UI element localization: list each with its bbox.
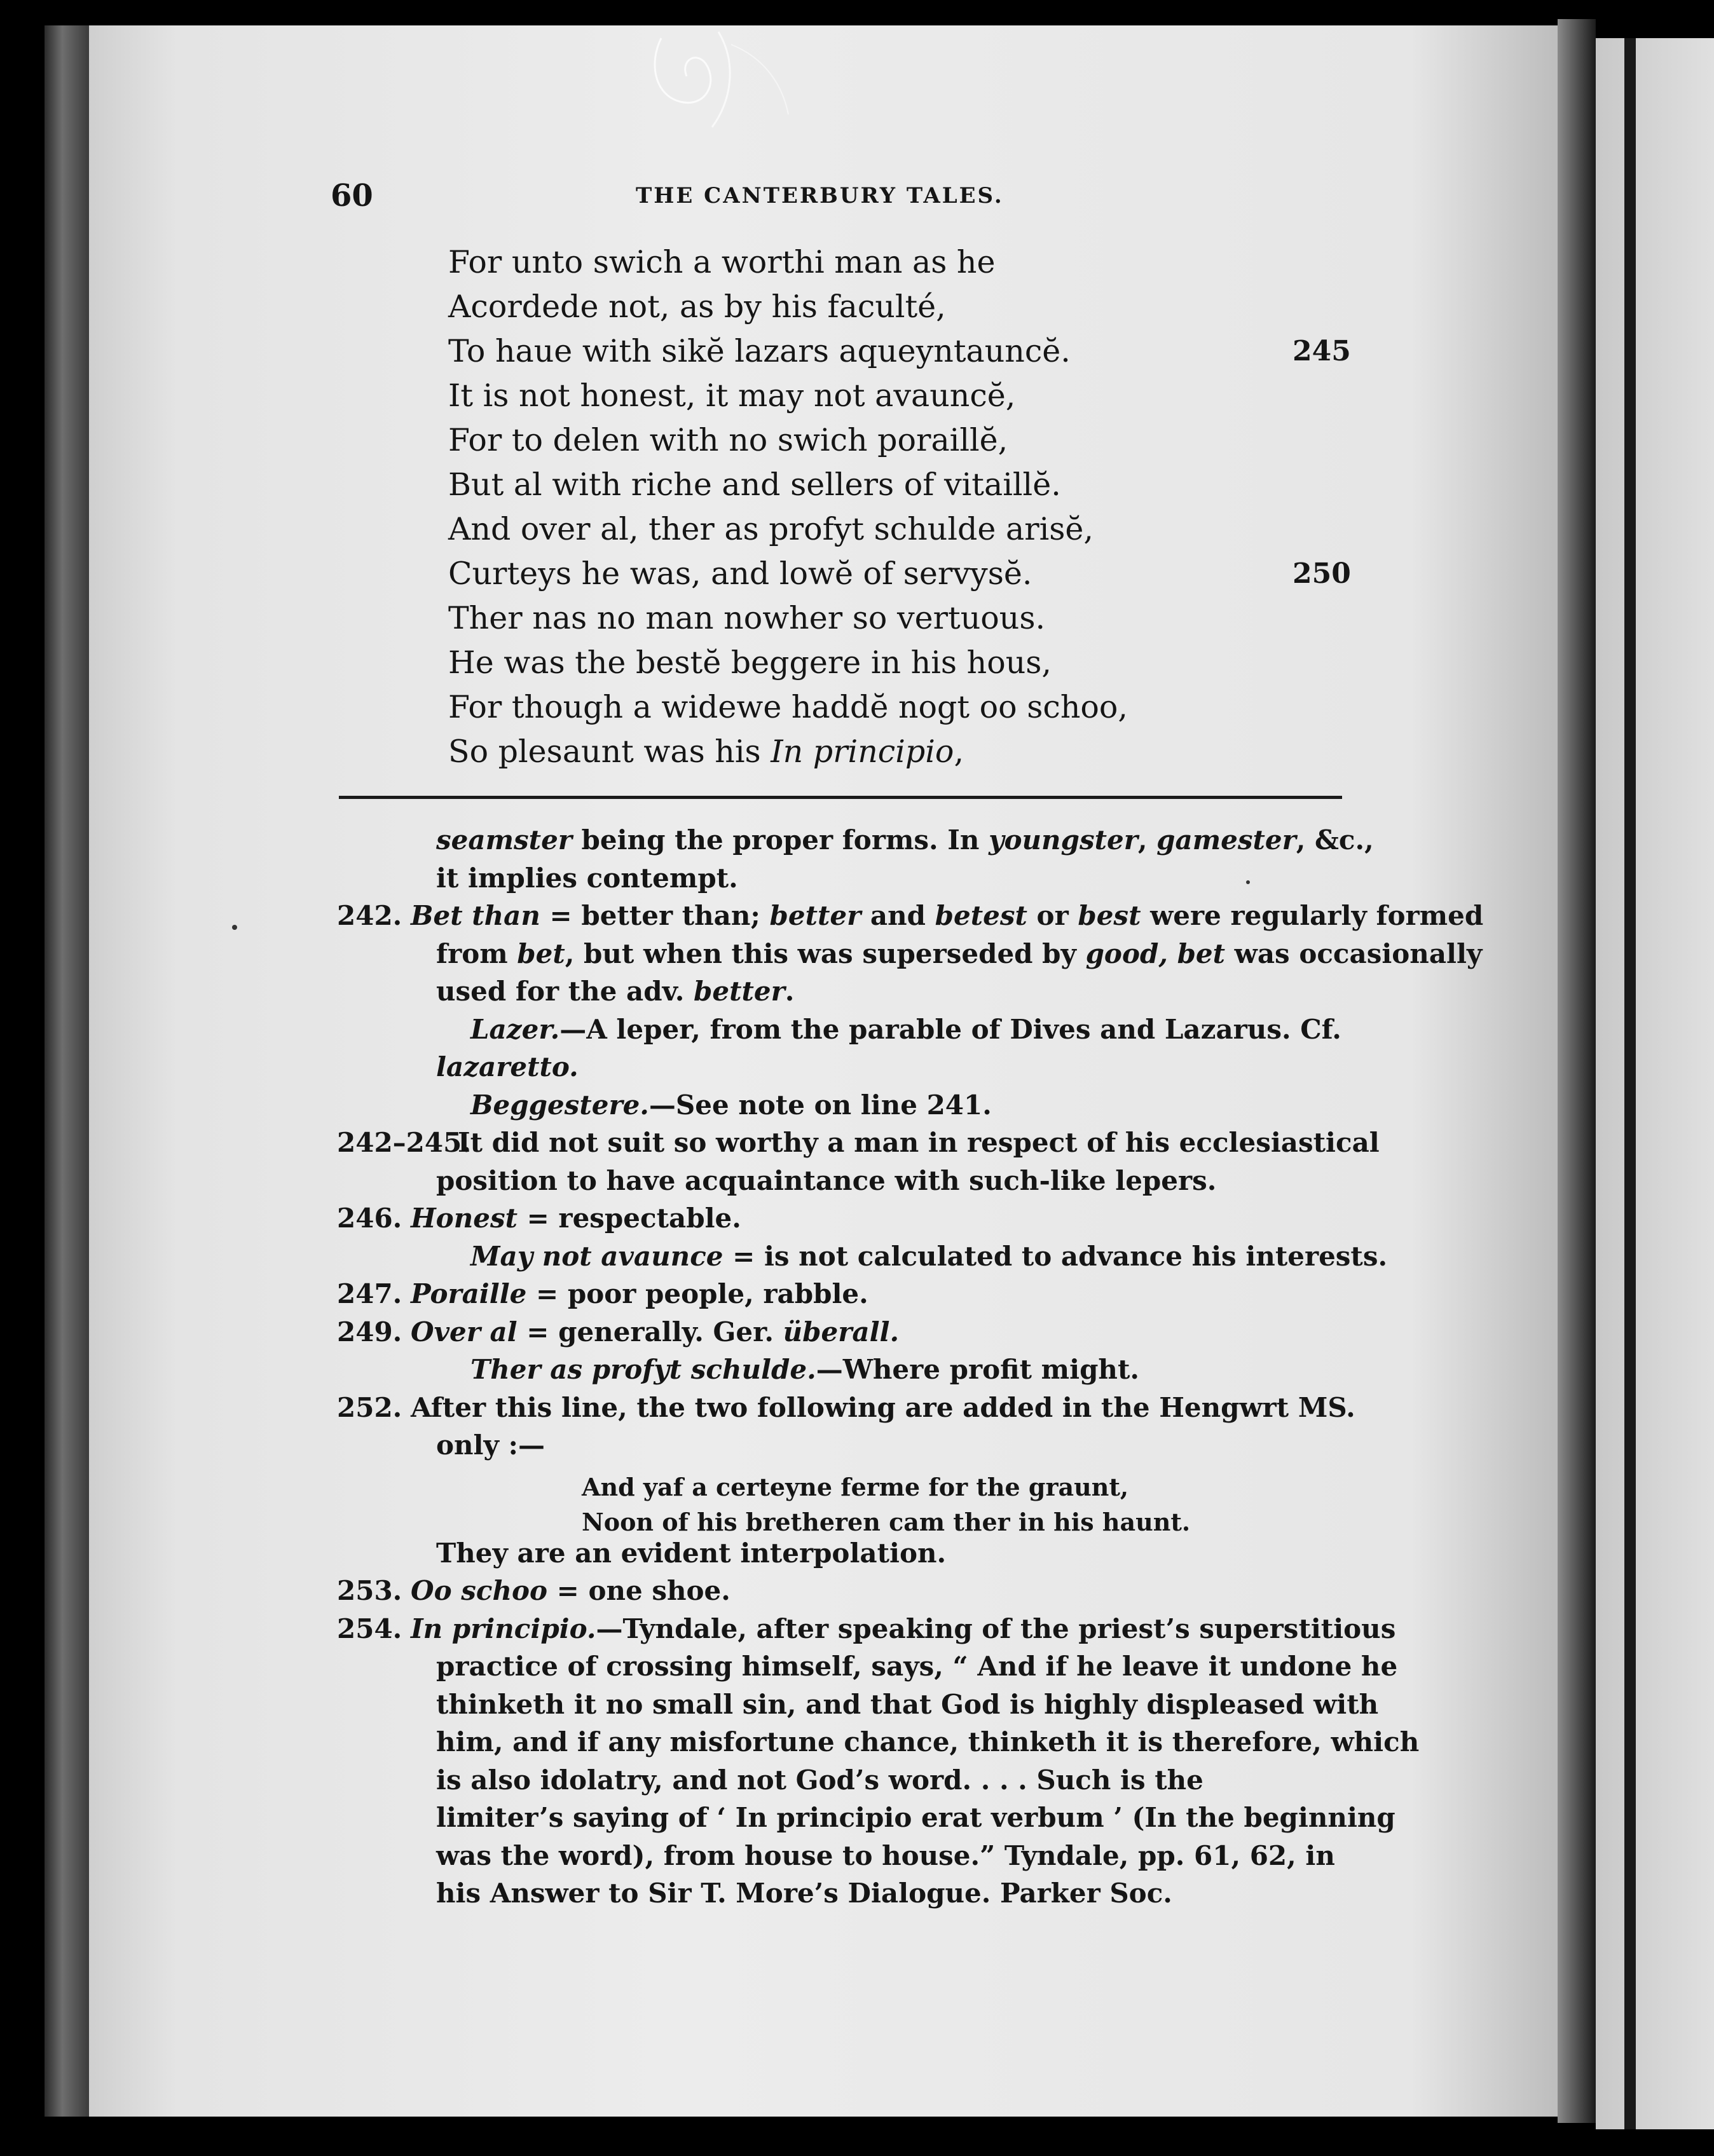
footnote-rule (339, 796, 1342, 799)
note-ref: 249. (337, 1316, 402, 1348)
verse-line: And over al, ther as profyt schulde arisĕ, (448, 511, 1094, 547)
note-line: Lazer.—A leper, from the parable of Dives and Lazarus. Cf. (470, 1013, 1341, 1045)
binding-edge (45, 25, 89, 2117)
line-number: 245 (1292, 335, 1351, 367)
note-ref: 254. (337, 1613, 402, 1644)
note-ref: 247. (337, 1278, 402, 1309)
note-line: is also idolatry, and not God’s word. . . . Such is the (436, 1764, 1203, 1796)
note-line: practice of crossing himself, says, “ And if he leave it undone he (436, 1651, 1398, 1682)
quoted-verse: Noon of his bretheren cam ther in his haunt. (582, 1507, 1191, 1536)
note-line: only :— (436, 1429, 545, 1461)
verse-line: It is not honest, it may not avauncĕ, (448, 378, 1016, 414)
note-line: lazaretto. (436, 1051, 579, 1082)
note-line: Ther as profyt schulde.—Where profit might. (470, 1354, 1139, 1385)
verse-line: For though a widewe haddĕ nogt oo schoo, (448, 689, 1128, 725)
quoted-verse: And yaf a certeyne ferme for the graunt, (582, 1472, 1129, 1501)
note-252: 252. After this line, the two following are added in the Hengwrt MS. (331, 1389, 1361, 1427)
verse-line: For to delen with no swich poraillĕ, (448, 422, 1008, 458)
note-line: position to have acquaintance with such-like lepers. (436, 1164, 1217, 1196)
note-ref: 242. (337, 900, 402, 931)
note-line: limiter’s saying of ‘ In principio erat verbum ’ (In the beginning (436, 1802, 1395, 1833)
verse-line: He was the bestĕ beggere in his hous, (448, 645, 1052, 681)
note-line: it implies contempt. (436, 862, 738, 894)
print-speck (232, 925, 237, 930)
page-gutter-shadow (1558, 19, 1596, 2123)
verse-line: But al with riche and sellers of vitaillĕ. (448, 467, 1061, 503)
verse-line: Acordede not, as by his faculté, (448, 289, 946, 325)
note-ref: 246. (337, 1203, 402, 1234)
note-253: 253. Oo schoo = one shoe. (331, 1572, 1361, 1610)
note-line: from bet, but when this was superseded by good, bet was occasionally (436, 938, 1483, 969)
note-line: his Answer to Sir T. More’s Dialogue. Parker Soc. (436, 1878, 1172, 1909)
adjacent-page (1596, 38, 1714, 2129)
pencil-mark (636, 25, 801, 133)
note-line: seamster being the proper forms. In youngster, gamester, &c., (436, 824, 1374, 856)
note-line: They are an evident interpolation. (436, 1537, 947, 1569)
verse-line: So plesaunt was his In principio, (448, 733, 964, 770)
page-number: 60 (331, 178, 373, 214)
note-242: 242. Bet than = better than; better and betest or best were regularly formed (331, 897, 1361, 935)
note-line: was the word), from house to house.” Tyndale, pp. 61, 62, in (436, 1839, 1335, 1871)
note-ref: 252. (337, 1391, 402, 1423)
note-line: Beggestere.—See note on line 241. (470, 1089, 992, 1121)
verse-block (448, 240, 1351, 774)
footnotes (331, 821, 1484, 1913)
note-line: thinketh it no small sin, and that God is highly displeased with (436, 1688, 1379, 1720)
adjacent-page-edge (1624, 38, 1636, 2129)
verse-line: Curteys he was, and lowĕ of servysĕ. 250 (448, 552, 1351, 596)
verse-line: For unto swich a worthi man as he (448, 244, 996, 280)
note-line: used for the adv. better. (436, 976, 795, 1007)
line-number: 250 (1292, 557, 1351, 590)
note-line: May not avaunce = is not calculated to advance his interests. (470, 1240, 1388, 1272)
note-254: 254. In principio.—Tyndale, after speaking of the priest’s superstitious (331, 1610, 1361, 1648)
page-header (331, 178, 1348, 222)
note-246: 246. Honest = respectable. (331, 1199, 1361, 1238)
verse-line: To haue with sikĕ lazars aqueyntauncĕ. 245 (448, 329, 1351, 374)
note-ref: 253. (337, 1575, 402, 1606)
note-247: 247. Poraille = poor people, rabble. (331, 1275, 1361, 1313)
verse-line: Ther nas no man nowher so vertuous. (448, 600, 1046, 636)
note-249: 249. Over al = generally. Ger. überall. (331, 1313, 1361, 1351)
note-ref: 242–245. (337, 1127, 471, 1158)
note-242-245: 242–245. It did not suit so worthy a man in respect of his ecclesiastical (331, 1124, 1361, 1162)
running-head: THE CANTERBURY TALES. (636, 183, 1004, 208)
note-line: him, and if any misfortune chance, thinketh it is therefore, which (436, 1726, 1420, 1757)
print-speck (1246, 880, 1250, 884)
